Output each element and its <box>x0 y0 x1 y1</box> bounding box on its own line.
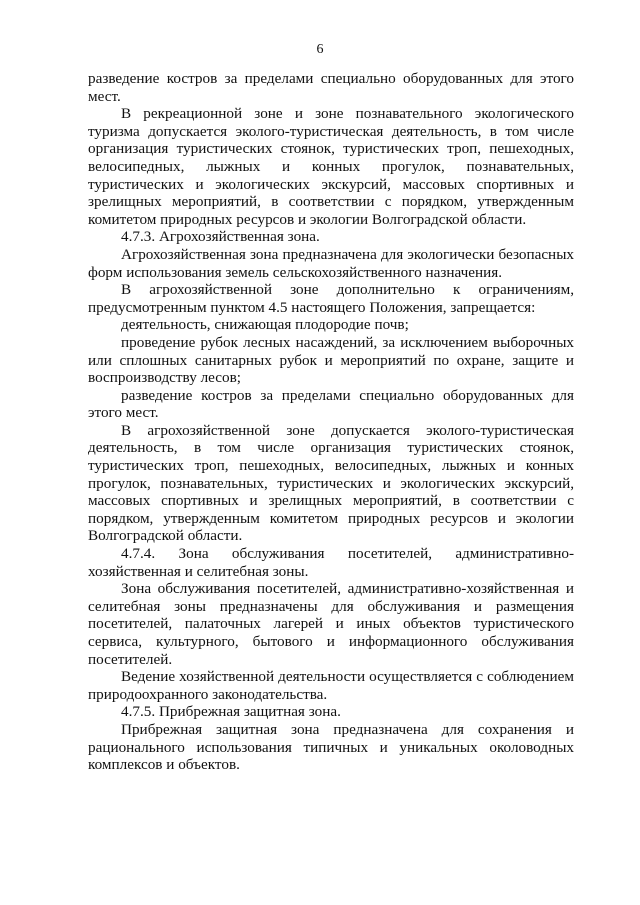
paragraph-recreation-zone: В рекреационной зоне и зоне познавательного экологического туризма допускается эколого-туристическая деятельность, в том числе организация туристических стоянок, туристических троп, пешеходных, велосипедных, лыжных и конных прогулок, познавательных, туристических и экологических экскурсий, массовых спортивных и зрелищных мероприятий, в соответствии с порядком, утвержденным комитетом природных ресурсов и экологии Волгоградской области. <box>88 105 574 228</box>
paragraph-economic-activity: Ведение хозяйственной деятельности осуществляется с соблюдением природоохранного законодательства. <box>88 668 574 703</box>
paragraph-agro-tourism: В агрохозяйственной зоне допускается эколого-туристическая деятельность, в том числе организация туристических стоянок, туристических троп, пешеходных, велосипедных, лыжных и конных прогулок, познавательных, туристических и экологических экскурсий, массовых спортивных и зрелищных мероприятий, в соответствии с порядком, утвержденным комитетом природных ресурсов и экологии Волгоградской области. <box>88 421 574 545</box>
section-heading-4-7-4: 4.7.4. Зона обслуживания посетителей, административно-хозяйственная и селитебная зоны. <box>88 545 574 580</box>
list-item-soil: деятельность, снижающая плодородие почв; <box>121 316 409 334</box>
section-heading-4-7-5: 4.7.5. Прибрежная защитная зона. <box>121 703 341 721</box>
paragraph-agro-purpose: Агрохозяйственная зона предназначена для экологически безопасных форм использования земель сельскохозяйственного назначения. <box>88 245 574 281</box>
list-item-fires: разведение костров за пределами специально оборудованных для этого мест. <box>88 386 574 422</box>
paragraph-service-zone: Зона обслуживания посетителей, административно-хозяйственная и селитебная зоны предназначены для обслуживания и размещения посетителей, палаточных лагерей и иных объектов туристического сервиса, культурного, бытового и информационного обслуживания посетителей. <box>88 580 574 668</box>
paragraph-agro-restrictions: В агрохозяйственной зоне дополнительно к ограничениям, предусмотренным пунктом 4.5 настоящего Положения, запрещается: <box>88 281 574 316</box>
paragraph-continuation: разведение костров за пределами специально оборудованных для этого мест. <box>88 70 574 105</box>
paragraph-coastal-zone: Прибрежная защитная зона предназначена для сохранения и рационального использования типичных и уникальных околоводных комплексов и объектов. <box>88 720 574 774</box>
section-heading-4-7-3: 4.7.3. Агрохозяйственная зона. <box>121 228 320 246</box>
list-item-logging: проведение рубок лесных насаждений, за исключением выборочных или сплошных санитарных рубок и мероприятий по охране, защите и воспроизводству лесов; <box>88 333 574 387</box>
document-body <box>88 70 574 774</box>
page-number: 6 <box>316 42 324 57</box>
